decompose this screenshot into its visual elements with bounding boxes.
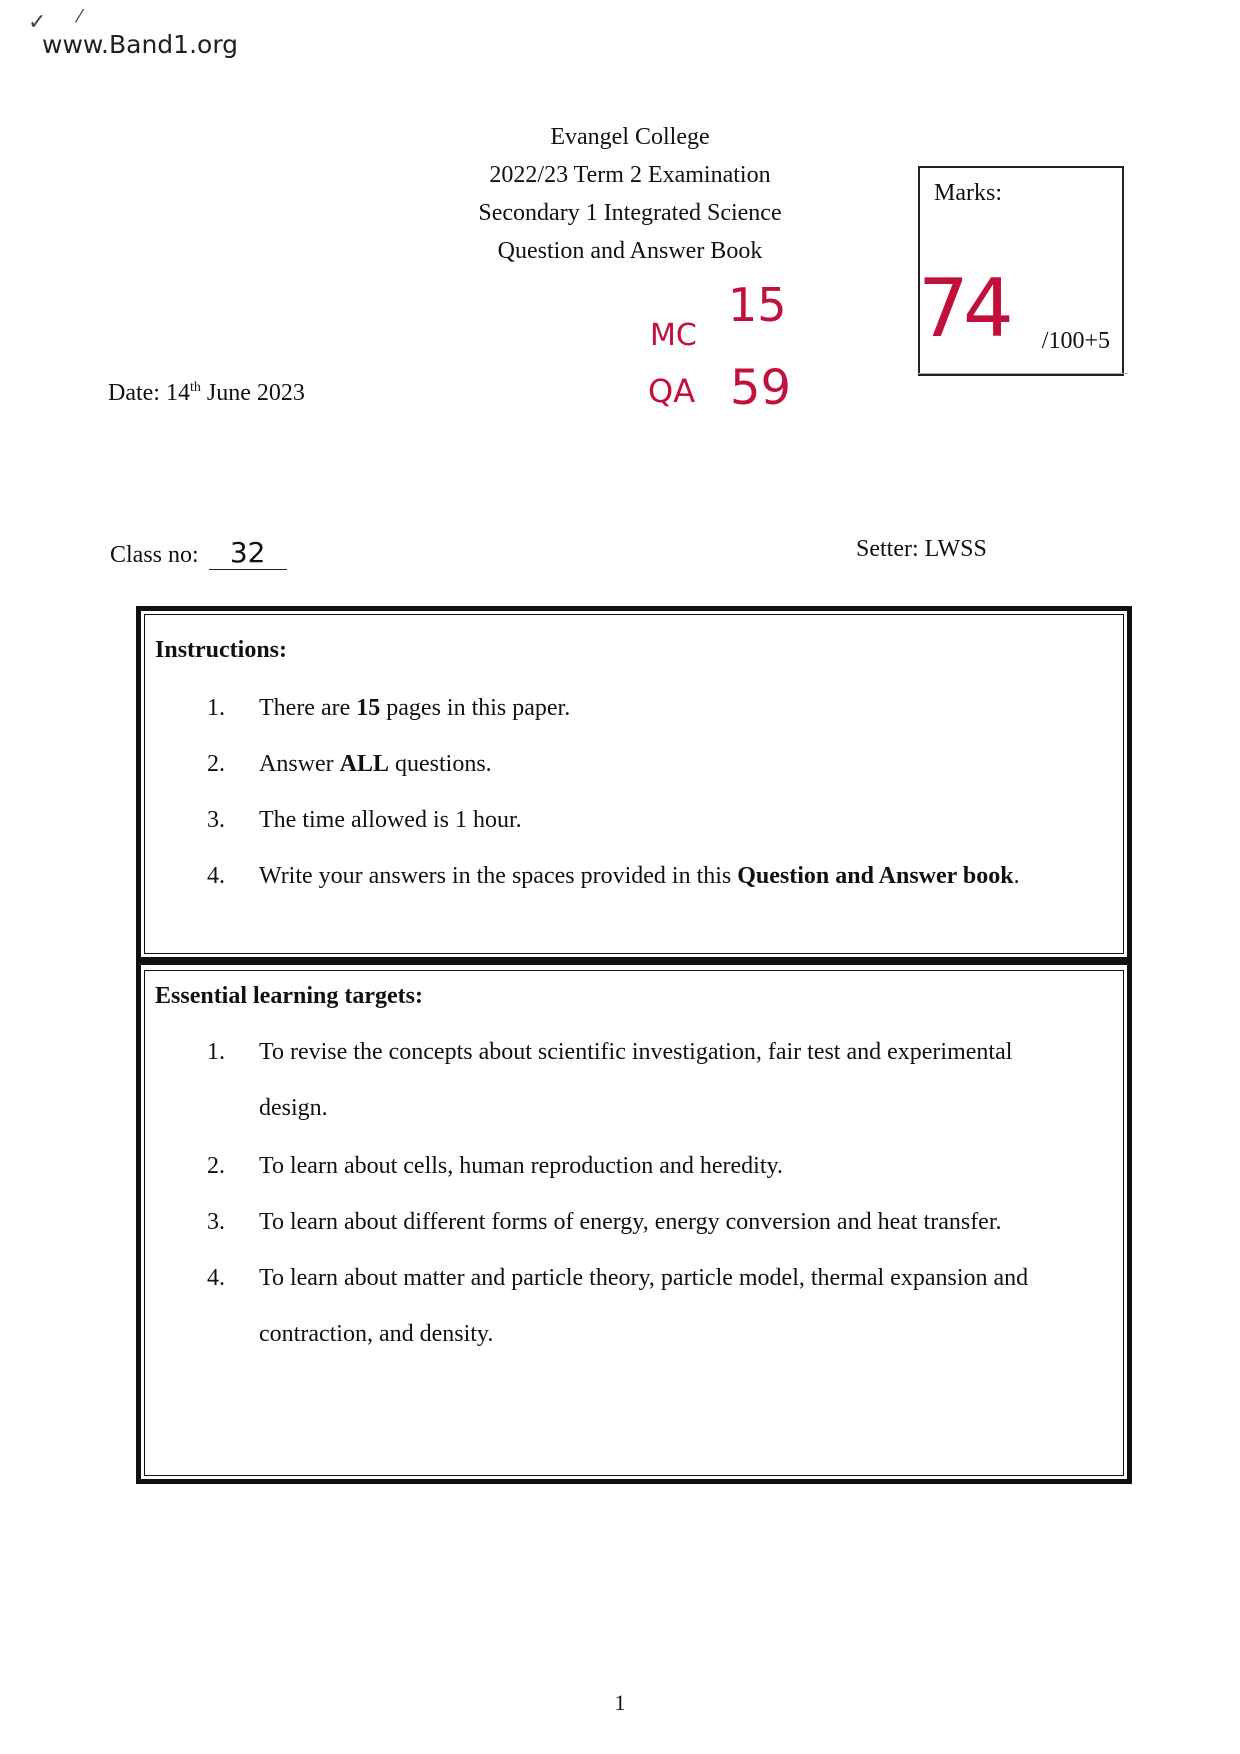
class-no	[110, 536, 287, 570]
marks-underline	[918, 373, 1128, 374]
exam-title: 2022/23 Term 2 Examination	[489, 162, 771, 188]
class-no-field[interactable]	[209, 536, 287, 570]
qa-annotation-label: QA	[648, 372, 696, 410]
mc-annotation-value: 15	[728, 278, 787, 332]
date-label: Date:	[108, 380, 160, 406]
setter: Setter: LWSS	[856, 536, 987, 562]
date-suffix: th	[189, 380, 201, 395]
learning-targets-box: Essential learning targets: 1. To revise the concepts about scientific investigation, fair test and experimental design. 2. To learn about cells, human reproduction and heredity. 3. To learn about different forms of energy, energy conversion and heat transfer. 4. To learn about matter and particle theory, particle model, thermal expansion and contraction, and density.	[136, 962, 1132, 1484]
date-day: 14	[165, 380, 190, 406]
page-number: 1	[614, 1690, 626, 1715]
instructions-title: Instructions:	[155, 637, 288, 663]
date-month-year: June 2023	[206, 380, 305, 406]
marks-label: Marks:	[934, 180, 1002, 206]
class-no-value: 32	[229, 536, 266, 569]
mc-annotation-label: MC	[650, 318, 697, 353]
exam-header	[430, 118, 830, 270]
class-no-label: Class no:	[110, 542, 199, 568]
qa-annotation-value: 59	[730, 360, 792, 416]
marks-total: /100+5	[1041, 328, 1110, 354]
pen-mark-icon: ✓	[28, 10, 47, 35]
book-title: Question and Answer Book	[497, 238, 763, 264]
handwritten-score: 74	[918, 262, 1008, 355]
exam-date	[108, 380, 305, 407]
instructions-box: Instructions: 1. There are 15 pages in this paper. 2. Answer ALL questions. 3. The time allowed is 1 hour. 4. Write your answers in the spaces provided in this Question and Answer book.	[136, 606, 1132, 962]
watermark: www.Band1.org	[42, 30, 239, 59]
learning-targets-title: Essential learning targets:	[155, 983, 423, 1009]
school-name: Evangel College	[550, 124, 710, 150]
pen-tick-icon: ⁄	[78, 6, 82, 27]
subject-title: Secondary 1 Integrated Science	[478, 200, 782, 226]
